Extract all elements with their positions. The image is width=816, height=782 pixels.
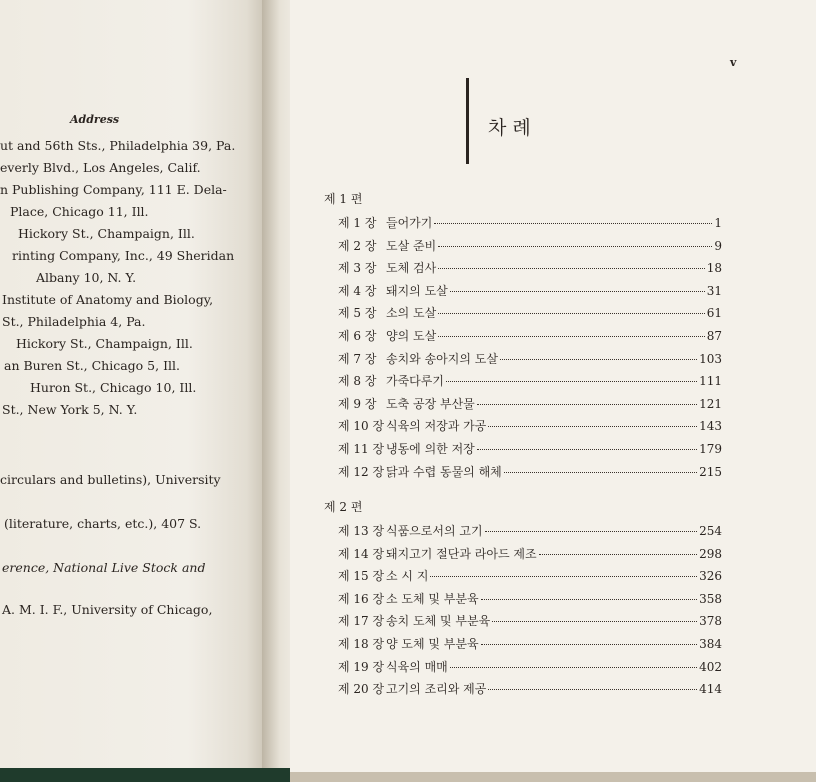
chapter-number: 제 9 장 [338, 396, 377, 411]
leader-dots [492, 621, 697, 622]
part-heading: 제 2 편 [324, 500, 363, 514]
address-line: Albany 10, N. Y. [36, 270, 137, 285]
chapter-number: 제 10 장 [338, 419, 385, 434]
chapter-number: 제 8 장 [338, 374, 377, 389]
chapter-title: 식육의 매매 [386, 659, 448, 674]
toc-entry [338, 567, 722, 585]
toc-entry [338, 463, 722, 481]
chapter-title: 송치 도체 및 부분육 [386, 614, 491, 629]
leader-dots [500, 359, 697, 360]
chapter-number: 제 15 장 [338, 569, 385, 584]
toc-entry [338, 545, 722, 563]
chapter-title: 소 도체 및 부분육 [386, 591, 479, 606]
chapter-number: 제 7 장 [338, 351, 377, 366]
leader-dots [438, 268, 705, 269]
chapter-number: 제 2 장 [338, 238, 377, 253]
address-line: Institute of Anatomy and Biology, [2, 292, 214, 307]
toc-entry [338, 635, 722, 653]
chapter-title: 도살 준비 [386, 238, 437, 253]
chapter-number: 제 16 장 [338, 591, 385, 606]
leader-dots [450, 667, 697, 668]
leader-dots [438, 246, 712, 247]
chapter-title: 가죽다루기 [386, 374, 444, 389]
chapter-title: 도축 공장 부산물 [386, 396, 475, 411]
chapter-page: 298 [699, 546, 722, 561]
toc-entry [338, 282, 722, 300]
toc-entry [338, 350, 722, 368]
book-cover-edge [0, 768, 290, 782]
chapter-number: 제 17 장 [338, 614, 385, 629]
address-line: Place, Chicago 11, Ill. [10, 204, 149, 219]
chapter-page: 103 [699, 351, 722, 366]
chapter-number: 제 20 장 [338, 682, 385, 697]
chapter-page: 143 [699, 419, 722, 434]
chapter-number: 제 1 장 [338, 216, 377, 230]
chapter-title: 냉동에 의한 저장 [386, 442, 475, 456]
leader-dots [438, 336, 705, 337]
part-heading: 제 1 편 [324, 192, 363, 206]
address-line: everly Blvd., Los Angeles, Calif. [0, 160, 201, 175]
chapter-title: 소 시 지 [386, 569, 429, 584]
address-heading: Address [70, 113, 120, 126]
leader-dots [504, 472, 697, 473]
toc-entry [338, 612, 722, 630]
leader-dots [481, 599, 698, 600]
chapter-number: 제 6 장 [338, 329, 377, 343]
chapter-number: 제 4 장 [338, 283, 377, 298]
leader-dots [539, 554, 698, 555]
chapter-page: 326 [699, 569, 722, 584]
leader-dots [485, 531, 698, 532]
toc-entry [338, 658, 722, 676]
chapter-title: 식품으로서의 고기 [386, 524, 483, 538]
page-number: v [730, 56, 737, 69]
chapter-page: 87 [706, 329, 722, 343]
chapter-title: 식육의 저장과 가공 [386, 419, 487, 434]
chapter-page: 402 [699, 659, 722, 674]
leader-dots [430, 576, 697, 577]
chapter-title: 양 도체 및 부분육 [386, 637, 479, 651]
chapter-page: 215 [699, 464, 722, 479]
toc-entry [338, 395, 722, 413]
chapter-page: 384 [699, 637, 722, 651]
chapter-page: 61 [706, 306, 722, 321]
chapter-page: 18 [706, 261, 722, 276]
chapter-title: 고기의 조리와 제공 [386, 682, 487, 697]
chapter-number: 제 3 장 [338, 261, 377, 276]
toc-entry [338, 417, 722, 435]
address-line: Hickory St., Champaign, Ill. [18, 226, 195, 241]
leader-dots [477, 449, 697, 450]
toc-entry [338, 304, 722, 322]
address-line: St., New York 5, N. Y. [2, 402, 138, 417]
leader-dots [488, 689, 697, 690]
address-line: rinting Company, Inc., 49 Sheridan [12, 248, 235, 263]
chapter-page: 121 [699, 396, 722, 411]
address-line: Hickory St., Champaign, Ill. [16, 336, 193, 351]
chapter-title: 도체 검사 [386, 261, 437, 276]
left-page [0, 0, 268, 782]
chapter-number: 제 14 장 [338, 546, 385, 561]
chapter-page: 31 [706, 283, 722, 298]
leader-dots [434, 223, 712, 224]
chapter-page: 414 [699, 682, 722, 697]
toc-entry [338, 259, 722, 277]
chapter-number: 제 19 장 [338, 659, 385, 674]
chapter-number: 제 12 장 [338, 464, 385, 479]
address-line: ut and 56th Sts., Philadelphia 39, Pa. [0, 138, 236, 153]
chapter-title: 송치와 송아지의 도살 [386, 351, 498, 366]
chapter-page: 254 [699, 524, 722, 538]
page-bottom-edge [290, 772, 816, 782]
leader-dots [438, 313, 705, 314]
chapter-title: 양의 도살 [386, 329, 437, 343]
address-line: erence, National Live Stock and [2, 560, 206, 575]
toc-entry [338, 214, 722, 232]
leader-dots [481, 644, 698, 645]
chapter-number: 제 13 장 [338, 524, 385, 538]
address-line: A. M. I. F., University of Chicago, [2, 602, 213, 617]
address-line: circulars and bulletins), University [0, 472, 221, 487]
chapter-number: 제 5 장 [338, 306, 377, 321]
toc-entry [338, 237, 722, 255]
address-line: St., Philadelphia 4, Pa. [2, 314, 146, 329]
address-line: an Buren St., Chicago 5, Ill. [4, 358, 180, 373]
chapter-title: 들어가기 [386, 216, 433, 230]
address-line: (literature, charts, etc.), 407 S. [4, 516, 202, 531]
chapter-page: 9 [714, 238, 722, 253]
chapter-page: 358 [699, 591, 722, 606]
toc-entry [338, 327, 722, 345]
toc-title: 차 례 [488, 117, 531, 139]
title-rule [466, 78, 469, 164]
chapter-page: 179 [699, 442, 722, 456]
toc-entry [338, 680, 722, 698]
leader-dots [477, 404, 697, 405]
chapter-title: 돼지의 도살 [386, 283, 448, 298]
chapter-title: 닭과 수렵 동물의 해체 [386, 464, 502, 479]
leader-dots [488, 426, 697, 427]
chapter-page: 378 [699, 614, 722, 629]
toc-entry [338, 522, 722, 540]
address-line: Huron St., Chicago 10, Ill. [30, 380, 197, 395]
chapter-page: 111 [699, 374, 722, 389]
address-line: n Publishing Company, 111 E. Dela- [0, 182, 227, 197]
toc-entry [338, 440, 722, 458]
chapter-title: 소의 도살 [386, 306, 437, 321]
chapter-page: 1 [714, 216, 722, 230]
right-page [290, 0, 816, 782]
leader-dots [446, 381, 697, 382]
chapter-number: 제 11 장 [338, 442, 385, 456]
leader-dots [450, 291, 705, 292]
chapter-title: 돼지고기 절단과 라아드 제조 [386, 546, 537, 561]
toc-entry [338, 590, 722, 608]
chapter-number: 제 18 장 [338, 637, 385, 651]
toc-entry [338, 372, 722, 390]
